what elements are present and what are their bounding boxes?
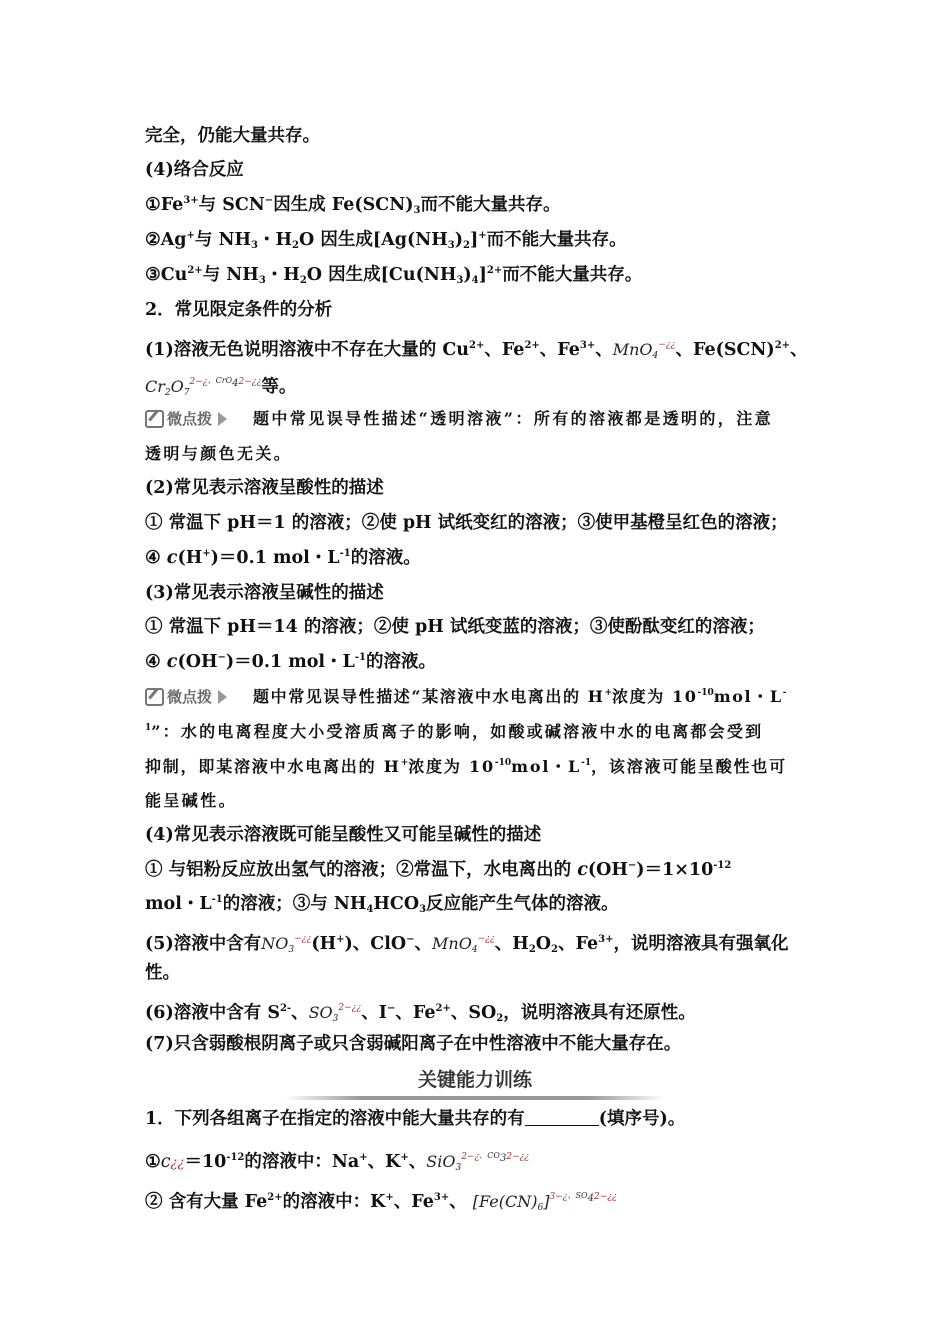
- section-heading: 2．常见限定条件的分析: [145, 300, 333, 320]
- tip-text: 透明与颜色无关。: [145, 444, 293, 463]
- section-banner: 关键能力训练: [285, 1066, 665, 1106]
- text-line: $③Cu^{2+}$与 $NH_3$・$H_2O$ 因生成$[Cu(NH_3)_4]^{2+}$而不能大量共存。: [145, 265, 643, 286]
- text-line: $Cr_2O_7^{2-¿、CrO_42-¿¿}$等。: [145, 376, 297, 398]
- section-heading: (3)常见表示溶液呈碱性的描述: [145, 583, 384, 603]
- text-line: ① 常温下 pH＝14 的溶液；②使 pH 试纸变蓝的溶液；③使酚酞变红的溶液；: [145, 617, 765, 637]
- option-1: $①c¿¿=10^{-12}$的溶液中：Na+、K+、SiO$_3^{2-¿、CO_32-¿¿}$: [145, 1151, 530, 1173]
- arrow-icon: [218, 412, 227, 426]
- section-heading: (2)常见表示溶液呈酸性的描述: [145, 478, 384, 498]
- text-line: (5)溶液中含有$NO_3^{-¿¿}(H^+)$、ClO−、MnO$_4$−¿¿、$H_2O_2$、$Fe^{3+}$，说明溶液具有强氧化: [145, 934, 789, 955]
- tip-text: 题中常见误导性描述“透明溶液”：所有的溶液都是透明的，注意: [253, 409, 774, 428]
- banner-rule: [285, 1096, 665, 1100]
- text-line: mol・$L^{-1}$的溶液；③与 $NH_4HCO_3$反应能产生气体的溶液。: [145, 894, 619, 915]
- text-line: ④ c(OH−)＝0.1 mol・$L^{-1}$的溶液。: [145, 652, 436, 672]
- question-1: 1．下列各组离子在指定的溶液中能大量共存的有 (填序号)。: [145, 1109, 686, 1129]
- text-line: ① 与铝粉反应放出氢气的溶液；②常温下，水电离出的 $c(OH^-)=1\times 10^{-12}$: [145, 860, 732, 880]
- answer-blank[interactable]: [525, 1108, 599, 1126]
- edit-icon: [145, 688, 164, 706]
- text-line: (1)溶液无色说明溶液中不存在大量的 $Cu^{2+}$、$Fe^{2+}$、$Fe^{3+}$、MnO$_4$−¿¿、Fe(SCN)$^{2+}$、: [145, 340, 808, 361]
- arrow-icon: [218, 690, 227, 704]
- tip-text: $^1$”：水的电离程度大小受溶质离子的影响，如酸或碱溶液中水的电离都会受到: [145, 722, 764, 741]
- tip-text: 能呈碱性。: [145, 791, 238, 810]
- text-line: (6)溶液中含有 $S^{2-}$、$SO_3^{2-¿¿}$、I−、$Fe^{2+}$、$SO_2$，说明溶液具有还原性。: [145, 1003, 696, 1024]
- text-line: ④ c(H+)＝0.1 mol・$L^{-1}$的溶液。: [145, 548, 421, 568]
- text-line: ① 常温下 pH＝1 的溶液；②使 pH 试纸变红的溶液；③使甲基橙呈红色的溶液；: [145, 513, 788, 533]
- text-line: 完全，仍能大量共存。: [145, 126, 320, 146]
- tip-text: 题中常见误导性描述“某溶液中水电离出的 H+浓度为 $10^{-10}mol$・L-: [253, 687, 787, 706]
- tip-badge: 微点拨: [145, 686, 227, 707]
- text-line: 性。: [145, 963, 180, 983]
- option-2: ② 含有大量 $Fe^{2+}$的溶液中：K+、$Fe^{3+}$、 $[Fe(CN)_6]^{3-¿、SO_42-¿¿}$: [145, 1191, 617, 1213]
- tip-text: 抑制，即某溶液中水电离出的 H+浓度为 $10^{-10}mol$・$L^{-1}$，该溶液可能呈酸性也可: [145, 757, 787, 776]
- text-line: $①Fe^{3+}$与 SCN−因生成 $Fe(SCN)_3$而不能大量共存。: [145, 195, 561, 216]
- section-heading: (4)常见表示溶液既可能呈酸性又可能呈碱性的描述: [145, 825, 542, 845]
- edit-icon: [145, 410, 164, 428]
- text-line: (7)只含弱酸根阴离子或只含弱碱阳离子在中性溶液中不能大量存在。: [145, 1034, 682, 1054]
- text-line: ②Ag+与 $NH_3$・$H_2O$ 因生成$[Ag(NH_3)_2]^+$而不能大量共存。: [145, 230, 627, 251]
- tip-badge: 微点拨: [145, 408, 227, 429]
- section-heading: (4)络合反应: [145, 160, 244, 180]
